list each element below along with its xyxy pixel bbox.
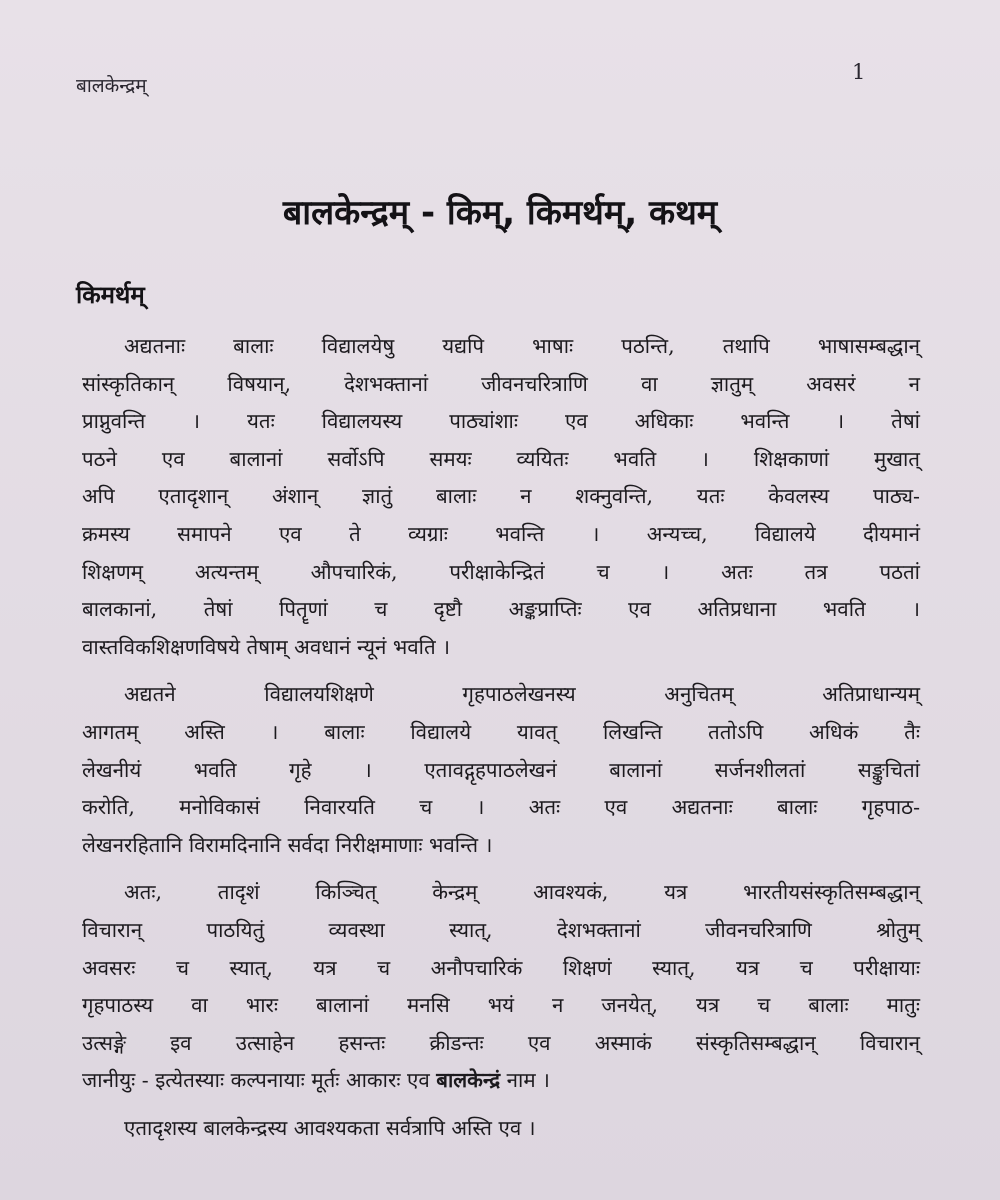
text-line: अतः, तादृशं किञ्चित् केन्द्रम् आवश्यकं, यत्र भारतीयसंस्कृतिसम्बद्धान् bbox=[124, 880, 920, 905]
section-heading: किमर्थम् bbox=[76, 281, 145, 309]
text-line: उत्सङ्गे इव उत्साहेन हसन्तः क्रीडन्तः एव अस्माकं संस्कृतिसम्बद्धान् विचारान् bbox=[82, 1030, 920, 1055]
chapter-title: बालकेन्द्रम् - किम्, किमर्थम्, कथम् bbox=[282, 193, 718, 233]
text-line: विचारान् पाठयितुं व्यवस्था स्यात्, देशभक्तानां जीवनचरित्राणि श्रोतुम् bbox=[82, 917, 920, 942]
text-line: सांस्कृतिकान् विषयान्, देशभक्तानां जीवनचरित्राणि वा ज्ञातुम् अवसरं न bbox=[82, 371, 920, 396]
text-line bbox=[82, 1062, 920, 1100]
text-line: वास्तविकशिक्षणविषये तेषाम् अवधानं न्यूनं भवति । bbox=[82, 634, 450, 659]
text-line: क्रमस्य समापने एव ते व्यग्राः भवन्ति । अन्यच्च, विद्यालये दीयमानं bbox=[82, 521, 920, 546]
paragraph-4 bbox=[82, 1110, 920, 1148]
text-line-segment: जानीयुः - इत्येतस्याः कल्पनायाः मूर्तः आकारः एव bbox=[82, 1068, 437, 1093]
text-line: अद्यतनाः बालाः विद्यालयेषु यद्यपि भाषाः पठन्ति, तथापि भाषासम्बद्धान् bbox=[124, 334, 920, 358]
paragraph-3 bbox=[82, 874, 920, 1100]
body-text bbox=[82, 328, 920, 1157]
text-line: बालकानां, तेषां पितॄणां च दृष्टौ अङ्कप्राप्तिः एव अतिप्रधाना भवति । bbox=[82, 597, 920, 622]
running-head: बालकेन्द्रम् bbox=[76, 75, 147, 97]
text-line: प्राप्नुवन्ति । यतः विद्यालयस्य पाठ्यांशाः एव अधिकाः भवन्ति । तेषां bbox=[82, 409, 920, 434]
paragraph-2 bbox=[82, 676, 920, 864]
text-line: आगतम् अस्ति । बालाः विद्यालये यावत् लिखन्ति ततोऽपि अधिकं तैः bbox=[82, 719, 920, 744]
text-line: पठने एव बालानां सर्वोऽपि समयः व्ययितः भवति । शिक्षकाणां मुखात् bbox=[82, 446, 920, 471]
text-line: लेखनरहितानि विरामदिनानि सर्वदा निरीक्षमाणाः भवन्ति । bbox=[82, 832, 493, 857]
text-line: लेखनीयं भवति गृहे । एतावद्गृहपाठलेखनं बालानां सर्जनशीलतां सङ्कुचितां bbox=[82, 757, 920, 782]
text-line: अद्यतने विद्यालयशिक्षणे गृहपाठलेखनस्य अनुचितम् अतिप्राधान्यम् bbox=[124, 682, 920, 707]
bold-term: बालकेन्द्रं bbox=[436, 1068, 501, 1093]
text-line: शिक्षणम् अत्यन्तम् औपचारिकं, परीक्षाकेन्द्रितं च । अतः तत्र पठतां bbox=[82, 559, 920, 584]
text-line: करोति, मनोविकासं निवारयति च । अतः एव अद्यतनाः बालाः गृहपाठ- bbox=[82, 795, 920, 820]
text-line: अवसरः च स्यात्, यत्र च अनौपचारिकं शिक्षणं स्यात्, यत्र च परीक्षायाः bbox=[82, 955, 920, 980]
text-line: अपि एतादृशान् अंशान् ज्ञातुं बालाः न शक्नुवन्ति, यतः केवलस्य पाठ्य- bbox=[82, 484, 920, 509]
text-line: गृहपाठस्य वा भारः बालानां मनसि भयं न जनयेत्, यत्र च बालाः मातुः bbox=[82, 993, 920, 1018]
text-line: एतादृशस्य बालकेन्द्रस्य आवश्यकता सर्वत्रापि अस्ति एव । bbox=[124, 1115, 536, 1140]
page-number: 1 bbox=[852, 60, 866, 84]
text-line-segment: नाम । bbox=[500, 1068, 550, 1093]
paragraph-1 bbox=[82, 328, 920, 666]
